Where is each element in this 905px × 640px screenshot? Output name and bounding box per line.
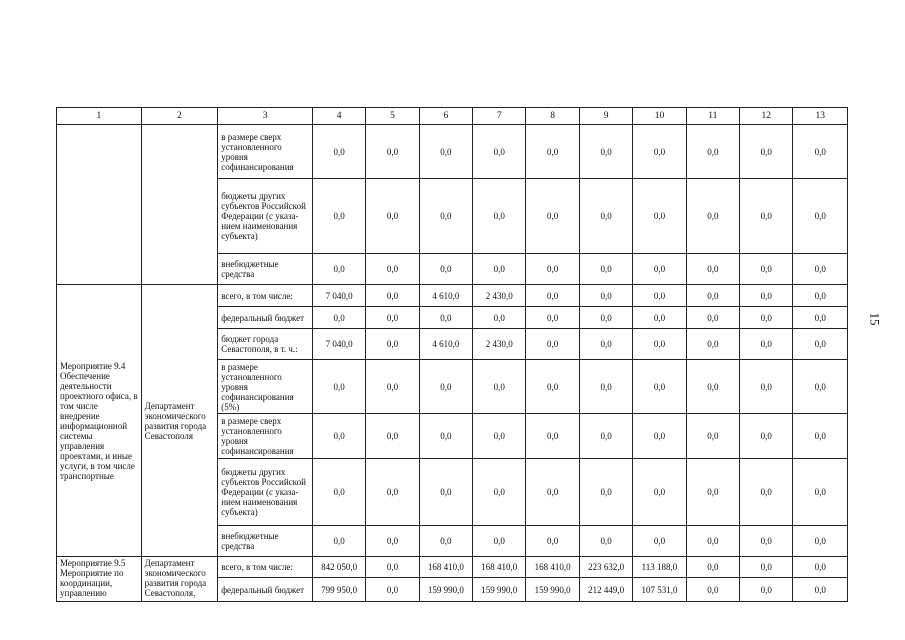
value-cell: 0,0 (686, 254, 739, 285)
value-cell: 0,0 (419, 307, 472, 329)
value-cell: 0,0 (633, 125, 686, 179)
measure-9-4-name: Мероприятие 9.4 Обеспечение деятельности проектного офиса, в том числе внедрение информационной системы управления проектами, и иные услуги, в том числе транспортные (57, 285, 142, 557)
value-cell: 0,0 (793, 459, 848, 526)
value-cell: 0,0 (793, 360, 848, 414)
column-header: 2 (141, 108, 218, 125)
value-cell: 0,0 (419, 125, 472, 179)
value-cell: 0,0 (526, 414, 579, 459)
value-cell: 159 990,0 (526, 578, 579, 602)
value-cell: 4 610,0 (419, 329, 472, 360)
value-cell: 0,0 (793, 254, 848, 285)
value-cell: 0,0 (579, 285, 632, 307)
value-cell: 0,0 (740, 307, 793, 329)
value-cell: 799 950,0 (312, 578, 365, 602)
value-cell: 0,0 (686, 307, 739, 329)
value-cell: 0,0 (579, 329, 632, 360)
value-cell: 168 410,0 (419, 557, 472, 578)
value-cell: 0,0 (419, 360, 472, 414)
value-cell: 0,0 (793, 125, 848, 179)
value-cell: 0,0 (473, 360, 526, 414)
value-cell: 7 040,0 (312, 285, 365, 307)
value-cell: 7 040,0 (312, 329, 365, 360)
value-cell: 0,0 (793, 179, 848, 254)
value-cell: 0,0 (473, 179, 526, 254)
value-cell: 0,0 (366, 578, 419, 602)
row-label: в размере сверх установленного уровня софинансирования (218, 125, 313, 179)
value-cell: 0,0 (579, 526, 632, 557)
value-cell: 0,0 (366, 360, 419, 414)
column-header: 4 (312, 108, 365, 125)
budget-table (56, 107, 848, 602)
row-label: бюджеты других субъектов Российской Федерации (с указа-нием наименования субъекта) (218, 179, 313, 254)
value-cell: 0,0 (312, 360, 365, 414)
value-cell: 0,0 (579, 125, 632, 179)
value-cell: 0,0 (366, 526, 419, 557)
value-cell: 0,0 (473, 414, 526, 459)
row-label: федеральный бюджет (218, 578, 313, 602)
row-label: всего, в том числе: (218, 285, 313, 307)
value-cell: 0,0 (633, 179, 686, 254)
value-cell: 159 990,0 (419, 578, 472, 602)
value-cell: 0,0 (686, 125, 739, 179)
value-cell: 0,0 (312, 414, 365, 459)
value-cell: 0,0 (526, 329, 579, 360)
table-row (57, 125, 848, 179)
value-cell: 0,0 (686, 459, 739, 526)
value-cell: 0,0 (473, 459, 526, 526)
header-row (57, 108, 848, 125)
value-cell: 0,0 (526, 254, 579, 285)
value-cell: 0,0 (633, 254, 686, 285)
value-cell: 0,0 (793, 557, 848, 578)
empty-cell (141, 125, 218, 285)
value-cell: 159 990,0 (473, 578, 526, 602)
value-cell: 0,0 (366, 125, 419, 179)
value-cell: 0,0 (526, 307, 579, 329)
value-cell: 0,0 (633, 285, 686, 307)
value-cell: 0,0 (579, 179, 632, 254)
value-cell: 0,0 (686, 179, 739, 254)
column-header: 6 (419, 108, 472, 125)
value-cell: 0,0 (793, 285, 848, 307)
value-cell: 0,0 (686, 285, 739, 307)
value-cell: 0,0 (579, 414, 632, 459)
row-label: федеральный бюджет (218, 307, 313, 329)
empty-cell (57, 125, 142, 285)
value-cell: 0,0 (312, 125, 365, 179)
value-cell: 0,0 (526, 360, 579, 414)
value-cell: 113 188,0 (633, 557, 686, 578)
value-cell: 0,0 (633, 329, 686, 360)
value-cell: 0,0 (740, 179, 793, 254)
value-cell: 0,0 (579, 307, 632, 329)
page-number: 15 (867, 312, 883, 326)
value-cell: 0,0 (526, 459, 579, 526)
value-cell: 0,0 (740, 285, 793, 307)
value-cell: 0,0 (633, 459, 686, 526)
value-cell: 0,0 (633, 307, 686, 329)
value-cell: 2 430,0 (473, 285, 526, 307)
value-cell: 0,0 (793, 526, 848, 557)
value-cell: 0,0 (366, 557, 419, 578)
value-cell: 0,0 (419, 459, 472, 526)
value-cell: 0,0 (579, 360, 632, 414)
column-header: 13 (793, 108, 848, 125)
value-cell: 0,0 (526, 285, 579, 307)
value-cell: 0,0 (312, 526, 365, 557)
value-cell: 0,0 (366, 179, 419, 254)
value-cell: 0,0 (740, 526, 793, 557)
value-cell: 0,0 (793, 578, 848, 602)
measure-9-4-department: Департамент экономического развития города Севастополя (141, 285, 218, 557)
column-header: 9 (579, 108, 632, 125)
column-header: 12 (740, 108, 793, 125)
value-cell: 0,0 (686, 414, 739, 459)
value-cell: 0,0 (686, 557, 739, 578)
value-cell: 0,0 (366, 307, 419, 329)
value-cell: 0,0 (312, 459, 365, 526)
value-cell: 0,0 (419, 414, 472, 459)
value-cell: 0,0 (312, 179, 365, 254)
value-cell: 0,0 (312, 254, 365, 285)
column-header: 11 (686, 108, 739, 125)
value-cell: 0,0 (366, 285, 419, 307)
value-cell: 0,0 (740, 360, 793, 414)
value-cell: 0,0 (633, 360, 686, 414)
value-cell: 0,0 (526, 179, 579, 254)
value-cell: 4 610,0 (419, 285, 472, 307)
row-label: бюджет города Севастополя, в т. ч.: (218, 329, 313, 360)
value-cell: 0,0 (366, 459, 419, 526)
value-cell: 0,0 (740, 459, 793, 526)
value-cell: 0,0 (686, 578, 739, 602)
value-cell: 0,0 (740, 578, 793, 602)
value-cell: 0,0 (419, 254, 472, 285)
measure-9-5-department: Департамент экономического развития города Севастополя, (141, 557, 218, 602)
column-header: 10 (633, 108, 686, 125)
value-cell: 0,0 (793, 307, 848, 329)
value-cell: 168 410,0 (526, 557, 579, 578)
measure-9-5-name: Мероприятие 9.5 Мероприятие по координации, управлению (57, 557, 142, 602)
value-cell: 0,0 (579, 459, 632, 526)
table-row (57, 557, 848, 578)
value-cell: 0,0 (366, 329, 419, 360)
value-cell: 0,0 (473, 254, 526, 285)
value-cell: 212 449,0 (579, 578, 632, 602)
row-label: всего, в том числе: (218, 557, 313, 578)
value-cell: 0,0 (633, 526, 686, 557)
value-cell: 0,0 (366, 254, 419, 285)
value-cell: 2 430,0 (473, 329, 526, 360)
value-cell: 0,0 (633, 414, 686, 459)
value-cell: 842 050,0 (312, 557, 365, 578)
value-cell: 0,0 (740, 254, 793, 285)
table-row (57, 285, 848, 307)
value-cell: 0,0 (686, 360, 739, 414)
value-cell: 0,0 (366, 414, 419, 459)
value-cell: 223 632,0 (579, 557, 632, 578)
value-cell: 168 410,0 (473, 557, 526, 578)
value-cell: 0,0 (793, 414, 848, 459)
column-header: 8 (526, 108, 579, 125)
value-cell: 107 531,0 (633, 578, 686, 602)
row-label: в размере установленного уровня софинансирования (5%) (218, 360, 313, 414)
row-label: в размере сверх установленного уровня софинансирования (218, 414, 313, 459)
value-cell: 0,0 (686, 329, 739, 360)
column-header: 1 (57, 108, 142, 125)
value-cell: 0,0 (686, 526, 739, 557)
column-header: 7 (473, 108, 526, 125)
value-cell: 0,0 (312, 307, 365, 329)
value-cell: 0,0 (579, 254, 632, 285)
column-header: 3 (218, 108, 313, 125)
value-cell: 0,0 (793, 329, 848, 360)
value-cell: 0,0 (419, 179, 472, 254)
value-cell: 0,0 (526, 125, 579, 179)
row-label: внебюджетные средства (218, 254, 313, 285)
value-cell: 0,0 (526, 526, 579, 557)
column-header: 5 (366, 108, 419, 125)
value-cell: 0,0 (740, 557, 793, 578)
value-cell: 0,0 (740, 125, 793, 179)
value-cell: 0,0 (473, 307, 526, 329)
row-label: внебюджетные средства (218, 526, 313, 557)
value-cell: 0,0 (419, 526, 472, 557)
value-cell: 0,0 (473, 125, 526, 179)
value-cell: 0,0 (740, 414, 793, 459)
row-label: бюджеты других субъектов Российской Федерации (с указа-нием наименования субъекта) (218, 459, 313, 526)
value-cell: 0,0 (740, 329, 793, 360)
value-cell: 0,0 (473, 526, 526, 557)
